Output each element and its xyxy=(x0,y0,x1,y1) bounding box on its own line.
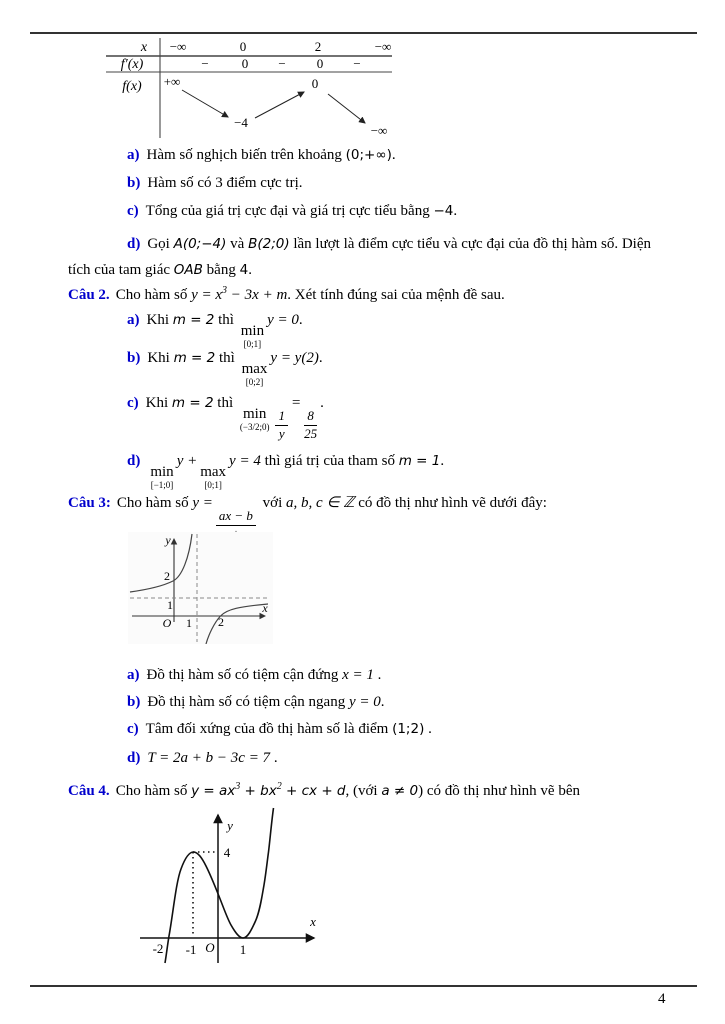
text-segment: Khi xyxy=(147,350,174,366)
text-segment: . xyxy=(373,667,382,683)
statement-1a xyxy=(127,146,396,165)
statement-3b xyxy=(127,693,385,712)
text-segment: Đồ thị hàm số có tiệm cận ngang xyxy=(147,694,349,710)
math-segment: m = 2 xyxy=(172,312,215,328)
question-number: Câu 3: xyxy=(68,495,111,511)
text-segment: Gọi xyxy=(147,236,174,252)
fraction xyxy=(304,409,317,442)
text-segment: thì giá trị của tham số xyxy=(260,453,399,469)
statement-2b xyxy=(127,349,323,387)
math-segment: a ≠ 0 xyxy=(381,783,419,799)
text-segment: . xyxy=(248,262,252,278)
text-segment: với xyxy=(258,495,287,511)
sign: − xyxy=(201,56,209,71)
math-segment: y = xyxy=(192,495,213,511)
text-segment: . xyxy=(298,312,303,328)
top-rule xyxy=(30,32,697,34)
decreasing-arrow xyxy=(182,90,228,117)
statement-label: a) xyxy=(127,312,140,328)
statement-label: b) xyxy=(127,175,141,191)
text-segment: lần lượt là điểm cực tiểu và cực đại của đồ thị hàm số. Diện tích của tam giác xyxy=(68,236,651,278)
question-4-heading xyxy=(68,781,580,801)
math-segment: (0;+∞) xyxy=(345,147,392,163)
numerator: 8 xyxy=(304,409,317,426)
text-segment: có đồ thị như hình vẽ dưới đây: xyxy=(354,495,547,511)
operator: min xyxy=(150,464,174,480)
x-axis-label: x xyxy=(310,914,316,929)
y-tick-4: 4 xyxy=(223,845,231,860)
math-segment: y = y(2) xyxy=(270,350,319,366)
math-segment: + bx xyxy=(240,783,277,799)
math-segment: A(0;−4) xyxy=(173,236,227,252)
operator-interval: [0;1] xyxy=(243,339,262,349)
operator: min xyxy=(243,406,267,422)
text-segment: Khi xyxy=(145,395,172,411)
statement-1d xyxy=(68,231,670,283)
question-2-heading xyxy=(68,285,505,305)
operator-interval: [0;2] xyxy=(245,377,264,387)
x-tick-minus1: -1 xyxy=(185,942,197,957)
text-segment: Cho hàm số xyxy=(115,783,192,799)
text-segment: . xyxy=(380,694,385,710)
statement-3a xyxy=(127,666,381,685)
x-tick-2: 2 xyxy=(218,615,224,629)
text-segment: và xyxy=(226,236,249,252)
math-segment: y = ax xyxy=(191,783,236,799)
math-segment: OAB xyxy=(173,262,203,278)
operator-interval: [−1;0] xyxy=(150,480,174,490)
sign: 0 xyxy=(241,56,249,71)
text-segment: . xyxy=(318,350,323,366)
text-segment: . Xét tính đúng sai của mệnh đề sau. xyxy=(287,287,505,303)
page-number: 4 xyxy=(658,991,666,1007)
text-segment: Tổng của giá trị cực đại và giá trị cực tiểu bằng xyxy=(145,203,434,219)
y-axis-label: y xyxy=(227,818,233,833)
statement-3d xyxy=(127,749,278,768)
operator: min xyxy=(240,323,265,339)
x-tick-1: 1 xyxy=(186,616,192,630)
text-segment: . xyxy=(424,721,432,737)
statement-label: b) xyxy=(127,350,141,366)
min-operator xyxy=(240,407,270,432)
text-segment: thì xyxy=(214,312,238,328)
statement-1b xyxy=(127,174,303,193)
text-segment: . xyxy=(320,395,324,411)
rational-function-graph xyxy=(128,532,273,644)
math-segment: a, b, c ∈ ℤ xyxy=(286,495,355,511)
f-min-value: −4 xyxy=(234,115,248,130)
statement-2c xyxy=(127,394,324,442)
y-axis-label: y xyxy=(165,533,171,547)
x-tick-minus2: -2 xyxy=(152,941,164,956)
exponent: 2 xyxy=(276,781,282,792)
text-segment: ) có đồ thị như hình vẽ bên xyxy=(418,783,580,799)
exponent: 3 xyxy=(235,781,241,792)
exponent: 3 xyxy=(222,285,228,296)
table-label-f: f(x) xyxy=(122,79,142,94)
math-segment: −4 xyxy=(433,203,454,219)
text-segment: Cho hàm số xyxy=(115,287,192,303)
math-segment: B(2;0) xyxy=(248,236,290,252)
x-tick-1: 1 xyxy=(239,942,247,957)
table-label-fprime: f′(x) xyxy=(120,57,144,72)
f-limit-left: +∞ xyxy=(163,74,181,89)
f-max-value: 0 xyxy=(311,76,319,91)
min-operator xyxy=(241,324,264,349)
text-segment: . xyxy=(453,203,458,219)
x-value: −∞ xyxy=(169,39,187,54)
text-segment: Tâm đối xứng của đồ thị hàm số là điểm xyxy=(145,721,393,737)
sign: 0 xyxy=(316,56,324,71)
origin-label: O xyxy=(162,616,172,630)
table-label-x: x xyxy=(140,40,148,55)
min-operator xyxy=(150,465,173,490)
math-segment: m = 1 xyxy=(398,453,441,469)
statement-2a xyxy=(127,311,303,349)
numerator: ax − b xyxy=(216,509,256,526)
math-segment: − 3x + m xyxy=(227,287,288,303)
statement-label: a) xyxy=(127,667,140,683)
sign: − xyxy=(353,56,361,71)
math-segment: y = x xyxy=(191,287,223,303)
denominator: 25 xyxy=(304,425,318,441)
text-segment: Khi xyxy=(146,312,173,328)
statement-1c xyxy=(127,202,457,221)
max-operator xyxy=(200,465,226,490)
statement-3c xyxy=(127,720,432,739)
operator: max xyxy=(241,361,268,377)
variation-table xyxy=(100,36,400,140)
text-segment: . xyxy=(270,750,278,766)
y-tick-1: 1 xyxy=(167,598,173,612)
statement-label: d) xyxy=(127,750,141,766)
fraction xyxy=(275,409,288,442)
origin-label: O xyxy=(205,940,215,955)
statement-label: b) xyxy=(127,694,141,710)
x-value: 0 xyxy=(239,39,247,54)
cubic-curve xyxy=(165,808,274,963)
text-segment: Đồ thị hàm số có tiệm cận đứng xyxy=(146,667,343,683)
statement-label: c) xyxy=(127,721,139,737)
text-segment: . xyxy=(440,453,445,469)
text-segment: Hàm số có 3 điểm cực trị. xyxy=(147,175,303,191)
statement-label: a) xyxy=(127,147,140,163)
x-value: 2 xyxy=(314,39,322,54)
math-segment: + cx + d xyxy=(281,783,346,799)
text-segment: Cho hàm số xyxy=(116,495,193,511)
math-segment: (1;2) xyxy=(392,721,425,737)
question-number: Câu 2. xyxy=(68,287,110,303)
x-axis-label: x xyxy=(262,601,268,615)
numerator: 1 xyxy=(275,409,288,426)
y-tick-2: 2 xyxy=(164,569,170,583)
math-segment: 4 xyxy=(239,262,249,278)
math-segment: T = 2a + b − 3c = 7 xyxy=(147,750,271,766)
statement-label: c) xyxy=(127,395,139,411)
operator-interval: [0;1] xyxy=(204,480,222,490)
math-segment: x = 1 xyxy=(342,667,374,683)
text-segment: . xyxy=(391,147,396,163)
increasing-arrow xyxy=(255,92,304,118)
math-segment: y = 0 xyxy=(348,694,381,710)
question-number: Câu 4. xyxy=(68,783,110,799)
equals-sign: = xyxy=(290,395,302,411)
operator-interval: (−3/2;0) xyxy=(239,422,270,432)
math-segment: m = 2 xyxy=(171,395,214,411)
bottom-rule xyxy=(30,985,697,987)
statement-label: d) xyxy=(127,453,141,469)
max-operator xyxy=(242,362,268,387)
text-segment: thì xyxy=(215,350,239,366)
cubic-function-graph xyxy=(135,806,325,964)
f-limit-right: −∞ xyxy=(370,123,388,138)
sign: − xyxy=(278,56,286,71)
x-value: −∞ xyxy=(374,39,392,54)
math-segment: y + xyxy=(176,453,198,469)
decreasing-arrow xyxy=(328,94,365,123)
text-segment: thì xyxy=(213,395,237,411)
statement-2d xyxy=(127,452,444,490)
statement-label: c) xyxy=(127,203,139,219)
text-segment: , (với xyxy=(345,783,382,799)
statement-label: d) xyxy=(127,236,141,252)
math-segment: y = 0 xyxy=(267,312,299,328)
math-segment: y = 4 xyxy=(229,453,261,469)
text-segment: Hàm số nghịch biến trên khoảng xyxy=(146,147,346,163)
math-segment: m = 2 xyxy=(173,350,216,366)
denominator: y xyxy=(278,425,285,441)
text-segment: bằng xyxy=(202,262,240,278)
operator: max xyxy=(200,464,227,480)
